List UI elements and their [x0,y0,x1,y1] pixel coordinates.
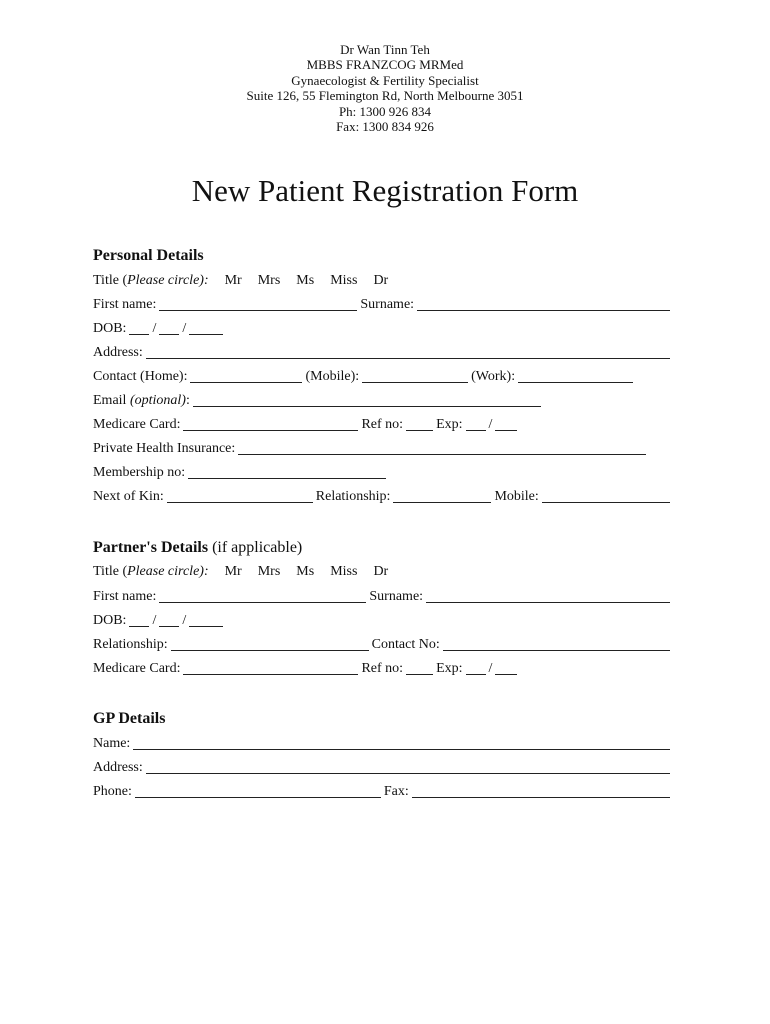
letterhead [0,42,770,134]
exp-month-field[interactable] [466,430,486,431]
personal-health-row [93,439,673,459]
personal-name-row [93,295,673,315]
contact-home-label: Contact (Home): [93,369,188,384]
gp-details-heading [93,709,165,729]
partner-name-row [93,587,673,607]
partner-exp-year-field[interactable] [495,674,517,675]
partner-dob-month-field[interactable] [159,626,179,627]
personal-nok-row [93,487,673,507]
qualifications: MBBS FRANZCOG MRMed [306,57,464,73]
contact-work-label: (Work): [471,369,516,384]
personal-address-row [93,343,673,363]
partner-dob-slash: / [182,613,187,628]
address-field[interactable] [146,358,670,359]
gp-address-label: Address: [93,760,143,775]
personal-contact-row [93,367,673,387]
specialty: Gynaecologist & Fertility Specialist [291,72,479,88]
email-label: Email (optional): [93,393,190,408]
partner-title-option-miss[interactable]: Miss [330,564,358,579]
next-of-kin-label: Next of Kin: [93,489,164,504]
gp-phone-field[interactable] [135,797,381,798]
surname-label: Surname: [360,297,415,312]
partner-medicare-label: Medicare Card: [93,661,181,676]
surname-field[interactable] [417,310,670,311]
partner-dob-row [93,611,673,631]
partner-medicare-field[interactable] [183,674,358,675]
partner-title-option-mrs[interactable]: Mrs [257,564,281,579]
first-name-label: First name: [93,297,157,312]
partner-exp-slash: / [488,661,493,676]
gp-name-row [93,734,673,754]
partner-ref-no-field[interactable] [406,674,433,675]
private-health-field[interactable] [238,454,646,455]
practice-address: Suite 126, 55 Flemington Rd, North Melbourne 3051 [246,88,524,104]
contact-work-field[interactable] [518,382,633,383]
partner-surname-label: Surname: [369,589,424,604]
medicare-label: Medicare Card: [93,417,181,432]
partner-dob-label: DOB: [93,613,127,628]
exp-slash: / [488,417,493,432]
title-option-dr[interactable]: Dr [373,273,389,288]
partner-relationship-field[interactable] [171,650,369,651]
first-name-field[interactable] [159,310,357,311]
gp-phone-label: Phone: [93,784,132,799]
dob-label: DOB: [93,321,127,336]
gp-heading-text: GP Details [93,710,166,727]
title-label: Title (Please circle): [93,273,209,288]
partner-dob-slash: / [152,613,157,628]
relationship-label: Relationship: [315,489,391,504]
gp-fax-label: Fax: [383,784,409,799]
partner-first-name-field[interactable] [159,602,366,603]
partner-ref-no-label: Ref no: [361,661,404,676]
gp-phone-row [93,782,673,802]
form-title: New Patient Registration Form [191,173,579,208]
personal-membership-row [93,463,673,483]
email-field[interactable] [193,406,541,407]
gp-name-label: Name: [93,736,131,751]
address-label: Address: [93,345,143,360]
partner-surname-field[interactable] [426,602,670,603]
practice-phone: Ph: 1300 926 834 [338,103,432,119]
personal-email-row [93,391,673,411]
partner-heading-text: Partner's Details [93,539,209,556]
exp-label: Exp: [436,417,463,432]
personal-details-heading [93,246,204,266]
partner-title-option-dr[interactable]: Dr [373,564,389,579]
ref-no-label: Ref no: [361,417,404,432]
partner-title-option-mr[interactable]: Mr [224,564,242,579]
ref-no-field[interactable] [406,430,433,431]
partner-dob-day-field[interactable] [129,626,149,627]
title-option-mr[interactable]: Mr [224,273,242,288]
partner-title-row [93,562,673,582]
partner-title-option-ms[interactable]: Ms [296,564,315,579]
partner-contact-label: Contact No: [371,637,440,652]
contact-mobile-label: (Mobile): [305,369,360,384]
dob-day-field[interactable] [129,334,149,335]
partner-heading-note: (if applicable) [208,539,303,556]
contact-mobile-field[interactable] [362,382,468,383]
partner-details-heading [93,538,302,558]
partner-contact-field[interactable] [443,650,670,651]
partner-exp-month-field[interactable] [466,674,486,675]
doctor-name: Dr Wan Tinn Teh [340,42,430,57]
dob-year-field[interactable] [189,334,223,335]
personal-heading-text: Personal Details [93,247,204,264]
partner-relationship-row [93,635,673,655]
nok-mobile-label: Mobile: [494,489,539,504]
exp-year-field[interactable] [495,430,517,431]
next-of-kin-field[interactable] [167,502,313,503]
personal-dob-row [93,319,673,339]
dob-month-field[interactable] [159,334,179,335]
partner-exp-label: Exp: [436,661,463,676]
gp-name-field[interactable] [133,749,670,750]
gp-address-row [93,758,673,778]
title-option-ms[interactable]: Ms [296,273,315,288]
practice-fax: Fax: 1300 834 926 [336,119,434,135]
membership-field[interactable] [188,478,386,479]
gp-address-field[interactable] [146,773,670,774]
partner-first-name-label: First name: [93,589,157,604]
dob-slash: / [182,321,187,336]
private-health-label: Private Health Insurance: [93,441,236,456]
title-option-miss[interactable]: Miss [330,273,358,288]
title-option-mrs[interactable]: Mrs [257,273,281,288]
relationship-field[interactable] [393,502,491,503]
gp-fax-field[interactable] [412,797,670,798]
personal-title-row [93,271,673,291]
nok-mobile-field[interactable] [542,502,670,503]
contact-home-field[interactable] [190,382,302,383]
partner-relationship-label: Relationship: [93,637,168,652]
personal-medicare-row [93,415,673,435]
medicare-field[interactable] [183,430,358,431]
partner-dob-year-field[interactable] [189,626,223,627]
partner-medicare-row [93,659,673,679]
membership-label: Membership no: [93,465,186,480]
dob-slash: / [152,321,157,336]
partner-title-label: Title (Please circle): [93,564,209,579]
